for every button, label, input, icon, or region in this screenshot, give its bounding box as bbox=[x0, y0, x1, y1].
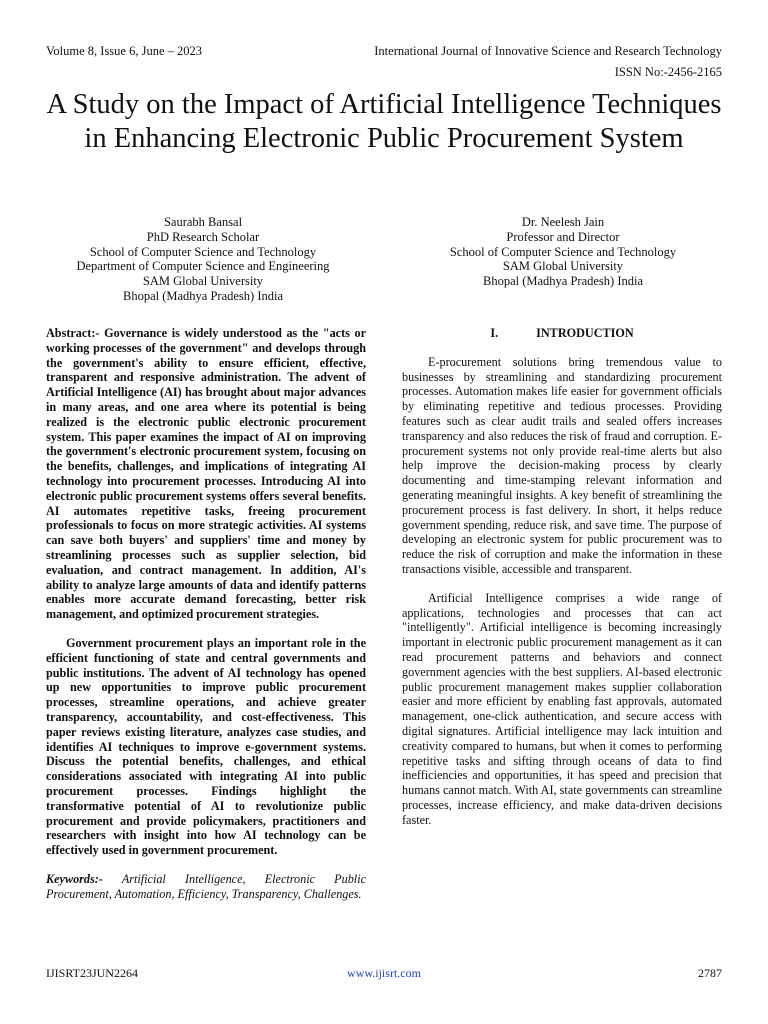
abstract-text: Governance is widely understood as the "acts or working processes of the government" and develops through the government's ability to ensure efficient, effective, transparent and responsive administration. The advent of Artificial Intelligence (AI) has brought about major advances in many areas, and one area where its potential is being realized is the electronic public electronic procurement system. This paper examines the impact of AI on improving the government's electronic procurement system, focusing on the benefits, challenges, and implications of integrating AI technology into procurement processes. Introducing AI into electronic public procurement systems offers several benefits. AI automates repetitive tasks, freeing procurement professionals to focus on more strategic activities. AI systems can save both buyers' and suppliers' time and money by streamlining processes such as supplier selection, bid evaluation, and contract management. In addition, AI's ability to analyze large amounts of data and identify patterns enables more accurate demand forecasting, better risk management, and optimized procurement strategies. bbox=[46, 326, 366, 622]
paper-id: IJISRT23JUN2264 bbox=[46, 966, 138, 980]
page-number: 2787 bbox=[698, 966, 722, 980]
abstract-label: Abstract:- bbox=[46, 326, 100, 340]
author-affiliation: SAM Global University bbox=[502, 259, 624, 274]
author-affiliation: Department of Computer Science and Engineering bbox=[76, 259, 330, 274]
author-name: Saurabh Bansal bbox=[163, 215, 243, 229]
author-affiliation: Bhopal (Madhya Pradesh) India bbox=[482, 274, 644, 289]
keywords bbox=[46, 872, 366, 902]
intro-paragraph-1: E-procurement solutions bring tremendous value to businesses by streamlining and standardizing procurement processes. Automation makes life easier for government officials by eliminating repetitive and tedious processes. Providing features such as clear audit trails and sealed offers increases transparency and also reduces the risk of fraud and corruption. E-procurement systems not only provide real-time alerts but also help improve the decision-making process by clearly documenting and time-stamping relevant information and generating meaningful insights. A key benefit of streamlining the procurement process is fast delivery. In short, it helps reduce government spending, reduce risk, and save time. The purpose of developing an electronic system for public procurement was to reduce the risk of corruption and make the information in these transactions visible, accessible and transparent. bbox=[402, 354, 722, 576]
author-affiliation: Bhopal (Madhya Pradesh) India bbox=[122, 288, 284, 303]
keywords-label: Keywords:- bbox=[46, 871, 103, 886]
section-title: INTRODUCTION bbox=[536, 326, 634, 340]
left-column bbox=[46, 326, 366, 901]
website-link[interactable]: www.ijisrt.com bbox=[347, 966, 421, 980]
author-affiliation: School of Computer Science and Technology bbox=[449, 244, 677, 259]
volume-info: Volume 8, Issue 6, June – 2023 bbox=[46, 44, 203, 58]
author-role: Professor and Director bbox=[506, 229, 620, 244]
journal-name: International Journal of Innovative Science and Research Technology bbox=[374, 44, 722, 58]
keywords-text: Artificial Intelligence, Electronic Public Procurement, Automation, Efficiency, Transparency, Challenges. bbox=[46, 871, 366, 901]
author-affiliation: School of Computer Science and Technology bbox=[89, 244, 317, 259]
paper-title: A Study on the Impact of Artificial Intelligence Techniques in Enhancing Electronic Public Procurement System bbox=[46, 89, 722, 154]
abstract-paragraph-1 bbox=[46, 326, 366, 622]
right-column bbox=[402, 326, 722, 828]
author-block-1 bbox=[38, 215, 368, 304]
abstract-paragraph-2: Government procurement plays an important role in the efficient functioning of state and central governments and public institutions. The advent of AI technology has opened up new opportunities to improve public procurement processes, streamline operations, and achieve greater transparency, accountability, and cost-effectiveness. This paper reviews existing literature, analyzes case studies, and identifies AI techniques to improve e-government systems. Discuss the potential benefits, challenges, and ethical considerations associated with integrating AI into public procurement processes. Findings highlight the transformative potential of AI to revolutionize public procurement and provide policymakers, practitioners and researchers with insight into how AI technology can be effectively used in government procurement. bbox=[46, 635, 366, 858]
author-role: PhD Research Scholar bbox=[146, 229, 260, 244]
intro-paragraph-2: Artificial Intelligence comprises a wide range of applications, technologies and processes that can act "intelligently". Artificial intelligence is becoming increasingly important in electronic public procurement management as it can read procurement patterns and behaviors and connect government agencies with the best suppliers. AI-based electronic public procurement management makes supplier collaboration easier and more efficient by enabling fast approvals, automated management, one-click authentication, and secure access with digital signatures. Artificial intelligence may lack intuition and creativity compared to humans, but when it comes to performing repetitive tasks and sifting through oceans of data to find inefficiencies and opportunities, it has speed and precision that humans cannot match. With AI, state governments can streamline processes, increase efficiency, and make data-driven decisions faster. bbox=[402, 590, 722, 827]
author-block-2 bbox=[398, 215, 728, 289]
author-affiliation: SAM Global University bbox=[142, 274, 264, 289]
issn: ISSN No:-2456-2165 bbox=[614, 65, 722, 79]
section-number: I. bbox=[490, 326, 499, 340]
section-heading bbox=[402, 326, 722, 341]
author-name: Dr. Neelesh Jain bbox=[521, 215, 605, 229]
